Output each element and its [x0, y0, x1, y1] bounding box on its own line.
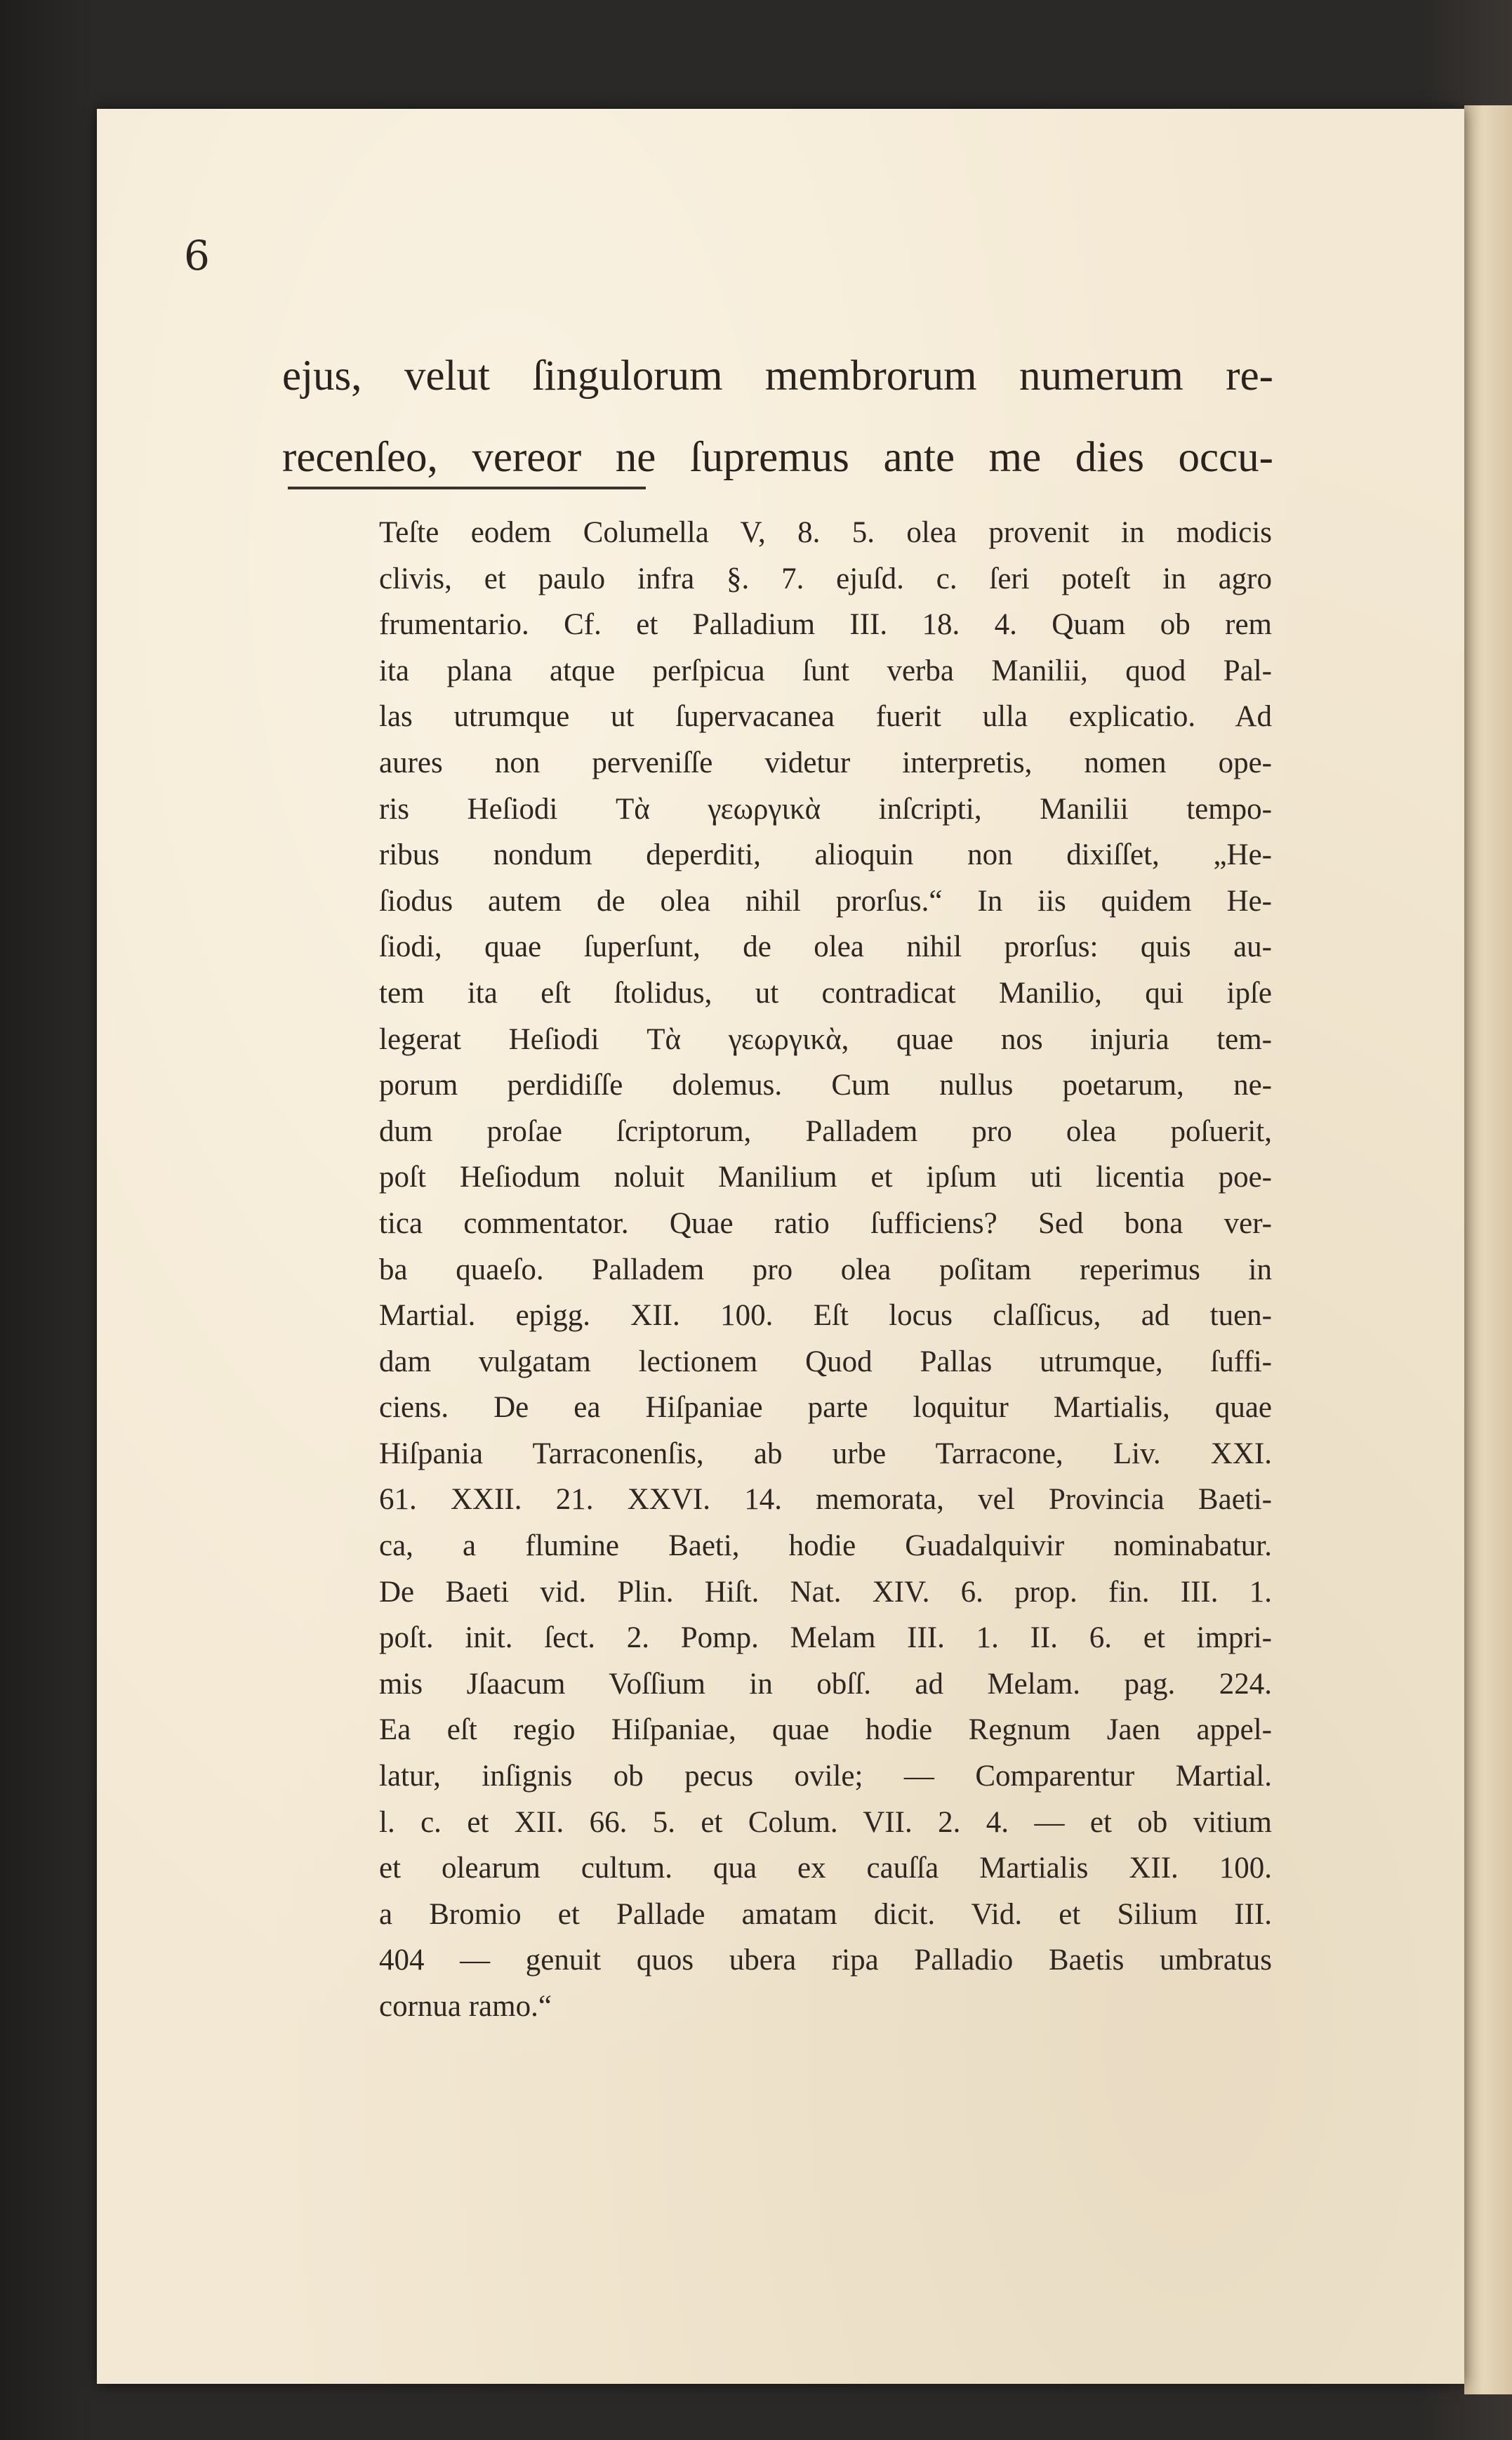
footnote-line: ris Heſiodi Τὰ γεωργικὰ inſcripti, Manilii tempo-: [379, 792, 1272, 826]
footnote-line: ca, a flumine Baeti, hodie Guadalquivir nominabatur.: [379, 1529, 1272, 1563]
footnote-line: ita plana atque perſpicua ſunt verba Manilii, quod Pal-: [379, 654, 1272, 687]
footnote-line: las utrumque ut ſupervacanea fuerit ulla explicatio. Ad: [379, 700, 1272, 734]
footnote-line: et olearum cultum. qua ex cauſſa Martialis XII. 100.: [379, 1852, 1272, 1885]
footnote-line: Hiſpania Tarraconenſis, ab urbe Tarracone, Liv. XXI.: [379, 1437, 1272, 1470]
footnote-line: mis Jſaacum Voſſium in obſſ. ad Melam. pag. 224.: [379, 1667, 1272, 1701]
footnote-line: tica commentator. Quae ratio ſufficiens? Sed bona ver-: [379, 1206, 1272, 1240]
footnote-line: cornua ramo.“: [379, 1990, 552, 2023]
footnote-line: latur, inſignis ob pecus ovile; — Comparentur Martial.: [379, 1760, 1272, 1793]
footnote-line: frumentario. Cf. et Palladium III. 18. 4. Quam ob rem: [379, 608, 1272, 642]
footnote-line: ribus nondum deperditi, alioquin non dixiſſet, „He-: [379, 838, 1272, 872]
footnote-line: ſiodi, quae ſuperſunt, de olea nihil prorſus: quis au-: [379, 930, 1272, 964]
footnote-line: dam vulgatam lectionem Quod Pallas utrumque, ſuffi-: [379, 1345, 1272, 1378]
footnote-line: poſt Heſiodum noluit Manilium et ipſum uti licentia poe-: [379, 1161, 1272, 1194]
footnote-line: clivis, et paulo infra §. 7. ejuſd. c. ſeri poteſt in agro: [379, 562, 1272, 595]
adjacent-page-edge: [1464, 105, 1512, 2394]
footnote-line: ba quaeſo. Palladem pro olea poſitam reperimus in: [379, 1253, 1272, 1286]
footnote-line: ſiodus autem de olea nihil prorſus.“ In iis quidem He-: [379, 884, 1272, 918]
footnote-line: Teſte eodem Columella V, 8. 5. olea provenit in modicis: [379, 516, 1272, 549]
footnote-line: Martial. epigg. XII. 100. Eſt locus claſſicus, ad tuen-: [379, 1299, 1272, 1333]
main-text: [282, 336, 1273, 499]
footnote-line: l. c. et XII. 66. 5. et Colum. VII. 2. 4. — et ob vitium: [379, 1805, 1272, 1839]
footnote-line: Ea eſt regio Hiſpaniae, quae hodie Regnum Jaen appel-: [379, 1713, 1272, 1747]
footnote: [379, 510, 1272, 2030]
footnote-line: porum perdidiſſe dolemus. Cum nullus poetarum, ne-: [379, 1069, 1272, 1102]
main-text-line: recenſeo, vereor ne ſupremus ante me dies occu-: [282, 434, 1273, 481]
footnote-divider: [288, 487, 646, 489]
footnote-line: poſt. init. ſect. 2. Pomp. Melam III. 1. II. 6. et impri-: [379, 1621, 1272, 1655]
footnote-line: dum proſae ſcriptorum, Palladem pro olea poſuerit,: [379, 1114, 1272, 1148]
footnote-line: a Bromio et Pallade amatam dicit. Vid. et Silium III.: [379, 1897, 1272, 1931]
page-number: 6: [184, 232, 210, 279]
footnote-line: 404 — genuit quos ubera ripa Palladio Baetis umbratus: [379, 1944, 1272, 1977]
footnote-line: 61. XXII. 21. XXVI. 14. memorata, vel Provincia Baeti-: [379, 1483, 1272, 1517]
footnote-line: legerat Heſiodi Τὰ γεωργικὰ, quae nos injuria tem-: [379, 1022, 1272, 1056]
footnote-line: ciens. De ea Hiſpaniae parte loquitur Martialis, quae: [379, 1391, 1272, 1425]
footnote-line: aures non perveniſſe videtur interpretis, nomen ope-: [379, 746, 1272, 779]
main-text-line: ejus, velut ſingulorum membrorum numerum re-: [282, 352, 1273, 400]
footnote-line: De Baeti vid. Plin. Hiſt. Nat. XIV. 6. prop. fin. III. 1.: [379, 1575, 1272, 1609]
footnote-line: tem ita eſt ſtolidus, ut contradicat Manilio, qui ipſe: [379, 976, 1272, 1010]
